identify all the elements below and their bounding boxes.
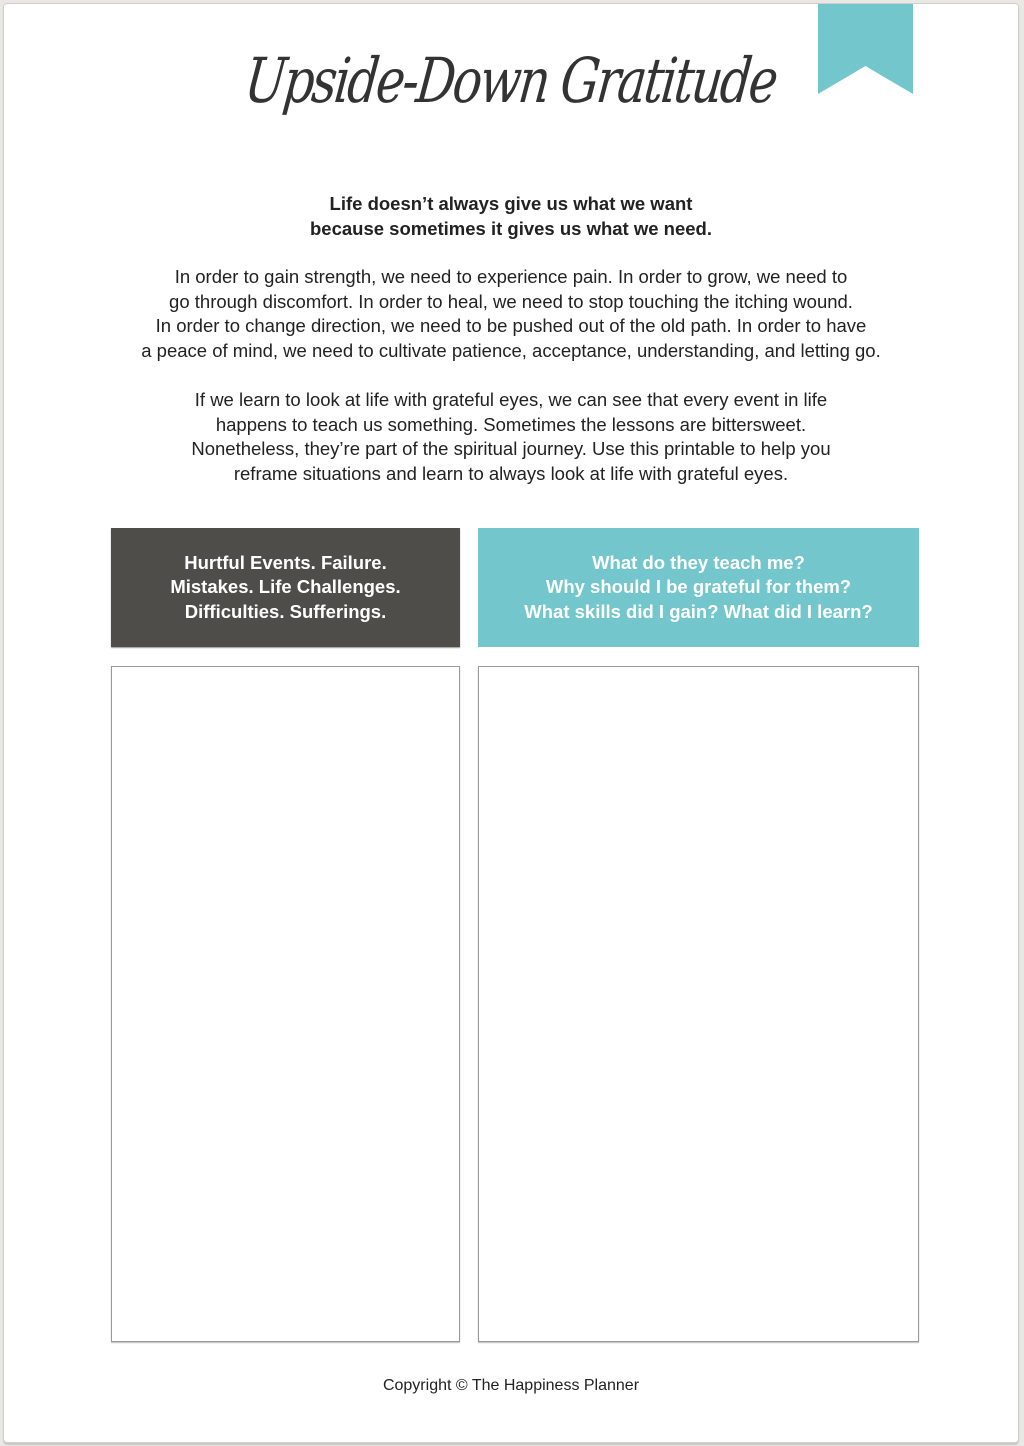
lessons-header bbox=[478, 528, 919, 647]
paragraph-line: a peace of mind, we need to cultivate patience, acceptance, understanding, and letting go. bbox=[141, 339, 881, 361]
subtitle bbox=[4, 191, 1018, 241]
paragraph-line: Nonetheless, they’re part of the spiritual journey. Use this printable to help you bbox=[191, 438, 831, 460]
header-line: Why should I be grateful for them? bbox=[545, 576, 852, 598]
hurtful-events-header bbox=[111, 528, 460, 647]
paragraph-line: If we learn to look at life with grateful eyes, we can see that every event in life bbox=[194, 389, 828, 410]
header-line: What skills did I gain? What did I learn? bbox=[524, 600, 873, 622]
paragraph-line: In order to change direction, we need to be pushed out of the old path. In order to have bbox=[155, 315, 867, 337]
subtitle-line: Life doesn’t always give us what we want bbox=[329, 193, 693, 214]
header-line: Mistakes. Life Challenges. bbox=[170, 576, 401, 598]
worksheet-page bbox=[3, 3, 1019, 1443]
page-title: Upside-Down Gratitude bbox=[241, 44, 780, 117]
copyright-footer: Copyright © The Happiness Planner bbox=[382, 1377, 640, 1394]
paragraph-line: happens to teach us something. Sometimes the lessons are bittersweet. bbox=[215, 413, 807, 435]
header-line: What do they teach me? bbox=[592, 551, 805, 573]
paragraph-line: In order to gain strength, we need to experience pain. In order to grow, we need to bbox=[174, 266, 848, 287]
lessons-writing-box[interactable] bbox=[478, 666, 919, 1342]
paragraph-line: reframe situations and learn to always look at life with grateful eyes. bbox=[233, 462, 789, 484]
hurtful-events-writing-box[interactable] bbox=[111, 666, 460, 1342]
paragraph-line: go through discomfort. In order to heal, we need to stop touching the itching wound. bbox=[169, 290, 853, 312]
subtitle-line: because sometimes it gives us what we need. bbox=[309, 218, 712, 239]
header-line: Hurtful Events. Failure. bbox=[184, 551, 387, 573]
intro-paragraph bbox=[4, 265, 1018, 363]
header-line: Difficulties. Sufferings. bbox=[184, 600, 387, 622]
instructions-paragraph bbox=[4, 388, 1018, 486]
